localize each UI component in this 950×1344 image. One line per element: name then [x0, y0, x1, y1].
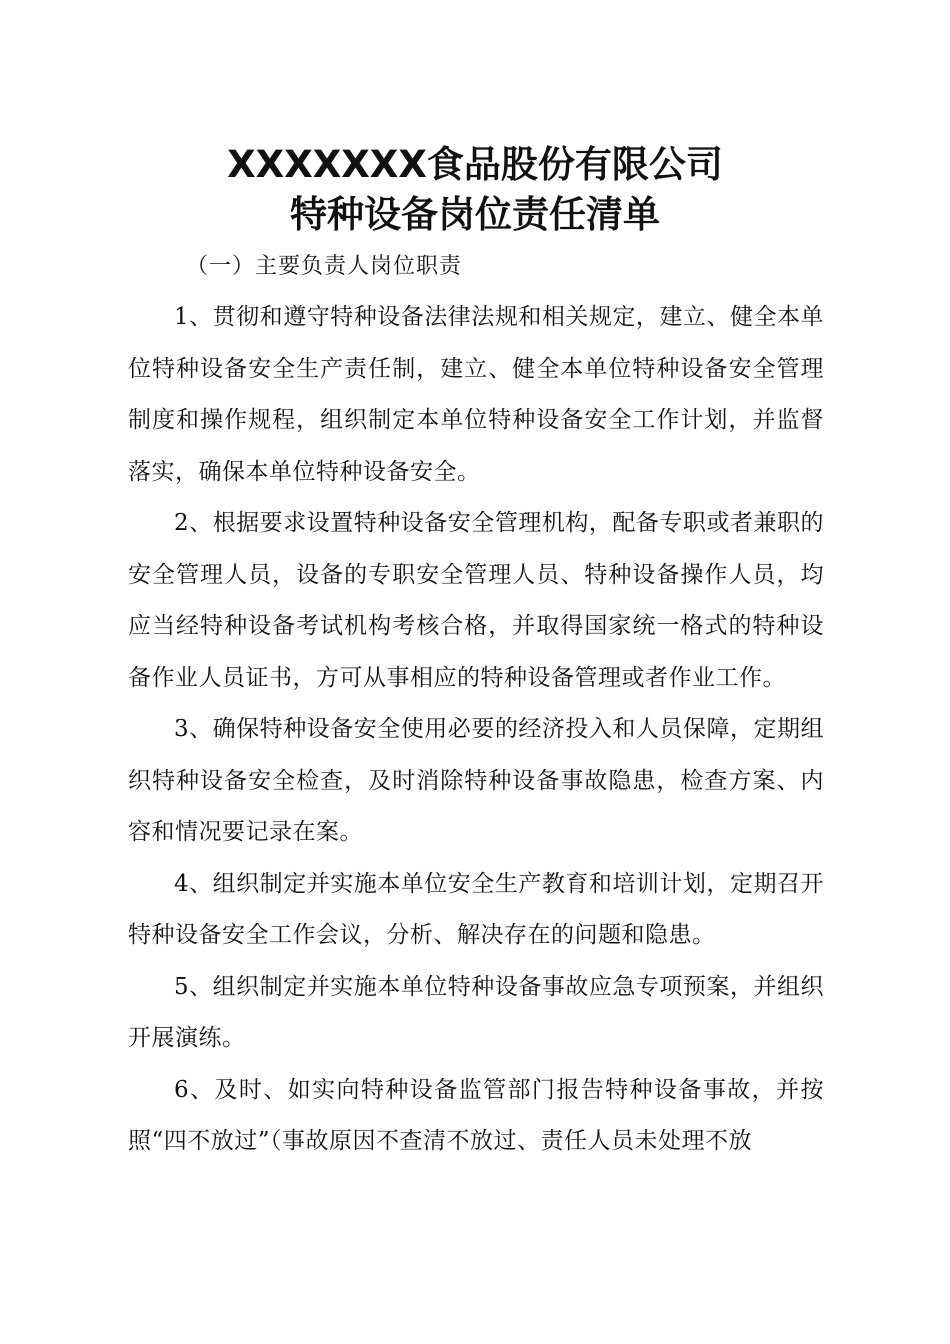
paragraph-2: 2、根据要求设置特种设备安全管理机构，配备专职或者兼职的安全管理人员，设备的专职安全管理人员、特种设备操作人员，均应当经特种设备考试机构考核合格，并取得国家统一格式的特种设备作业人员证书，方可从事相应的特种设备管理或者作业工作。 [128, 510, 824, 691]
paragraph-6: 6、及时、如实向特种设备监管部门报告特种设备事故，并按照“四不放过”（事故原因不查清不放过、责任人员未处理不放 [128, 1076, 824, 1154]
document-title-checklist: 特种设备岗位责任清单 [290, 193, 660, 236]
document-title-company: XXXXXXX食品股份有限公司 [227, 143, 723, 186]
paragraph-3: 3、确保特种设备安全使用必要的经济投入和人员保障，定期组织特种设备安全检查，及时消除特种设备事故隐患，检查方案、内容和情况要记录在案。 [128, 716, 824, 845]
paragraph-5: 5、组织制定并实施本单位特种设备事故应急专项预案，并组织开展演练。 [128, 973, 824, 1051]
paragraph-1: 1、贯彻和遵守特种设备法律法规和相关规定，建立、健全本单位特种设备安全生产责任制，建立、健全本单位特种设备安全管理制度和操作规程，组织制定本单位特种设备安全工作计划，并监督落实，确保本单位特种设备安全。 [128, 304, 824, 485]
section-heading: （一）主要负责人岗位职责 [186, 254, 463, 279]
document-body [128, 292, 824, 1168]
paragraph-4: 4、组织制定并实施本单位安全生产教育和培训计划，定期召开特种设备安全工作会议，分析、解决存在的问题和隐患。 [128, 870, 824, 948]
